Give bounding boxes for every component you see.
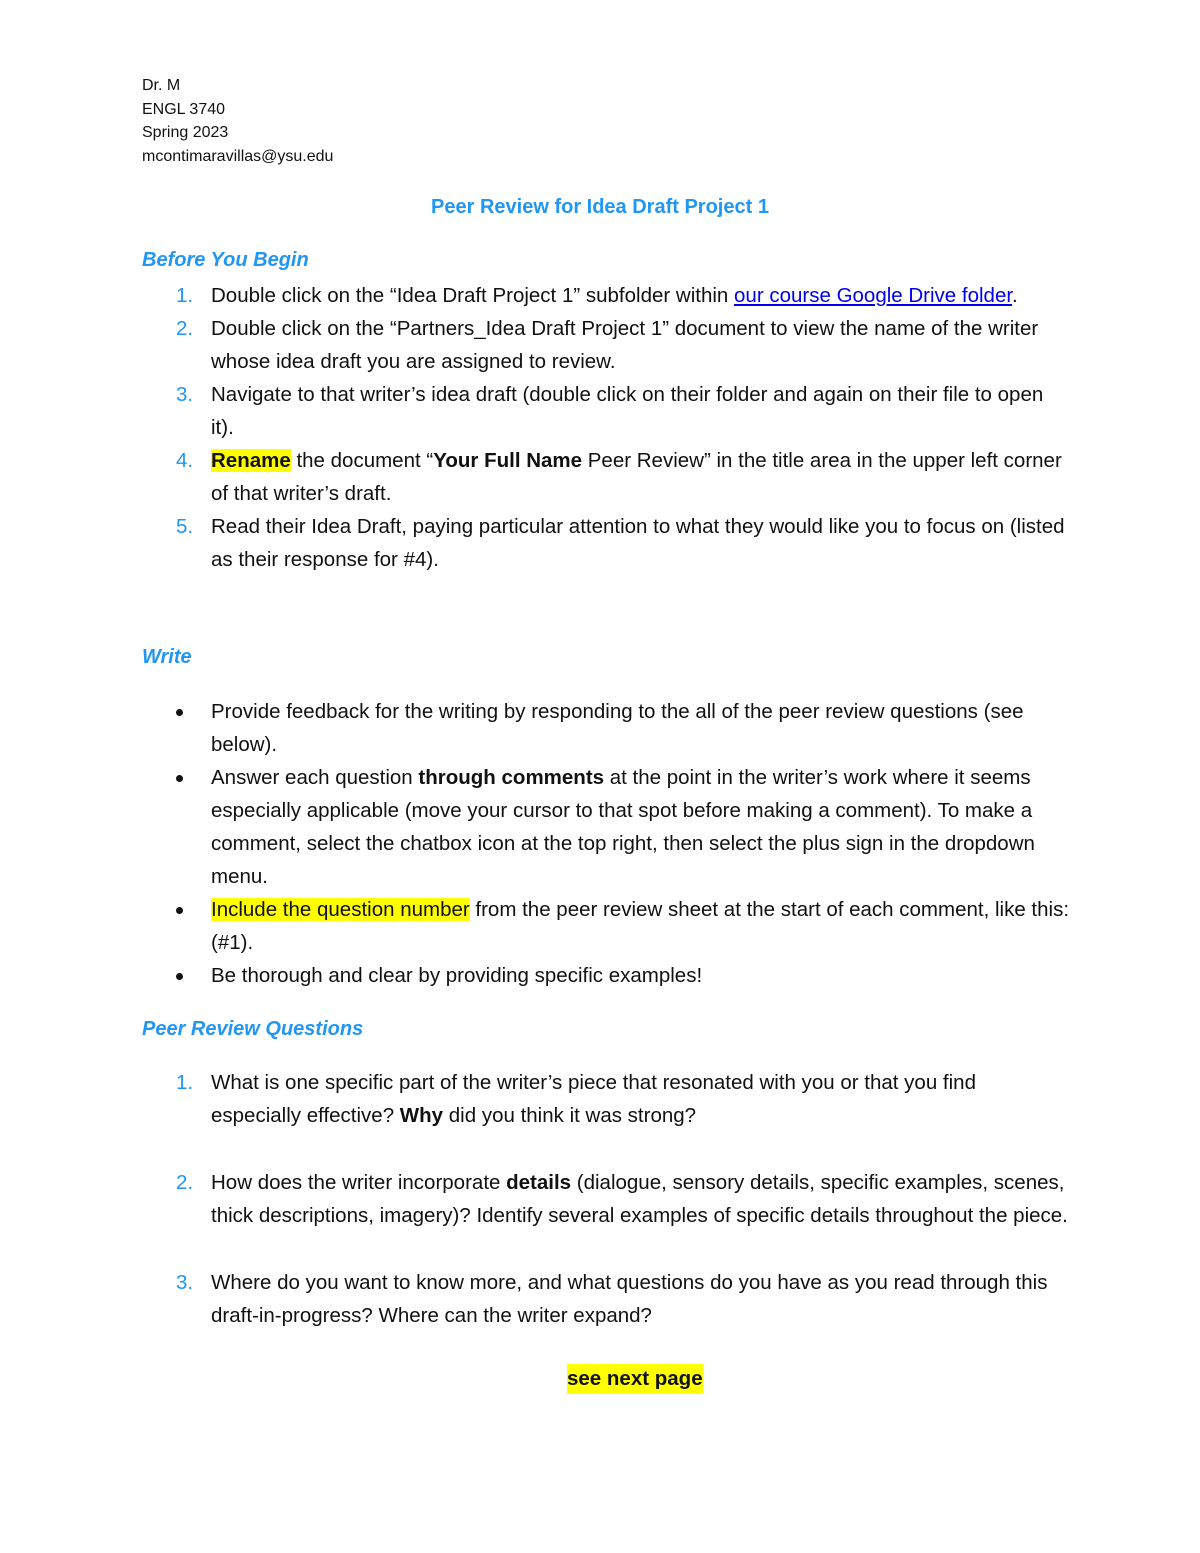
bullet-icon [176,775,183,782]
term: Spring 2023 [142,124,229,141]
bullet-icon [176,973,183,980]
highlighted-text: Include the question number [211,898,470,921]
item-text: Where do you want to know more, and what questions do you have as you read through this draft-in-progress? Where can the writer expand? [211,1271,1048,1327]
item-text: Navigate to that writer’s idea draft (double click on their folder and again on their file to open it). [211,383,1044,439]
item-text: How does the writer incorporate [211,1171,507,1194]
item-number: 2. [176,1171,194,1194]
item-number: 5. [176,515,194,538]
bold-text: Why [399,1104,444,1127]
item-text: did you think it was strong? [443,1104,697,1127]
before-you-begin-list [0,279,1200,576]
bold-text: details [506,1171,572,1194]
list-item [0,695,1071,761]
item-number: 4. [176,449,194,472]
item-text: Double click on the “Idea Draft Project 1” subfolder within [211,284,735,307]
item-text: (dialogue, sensory details, specific examples, scenes, thick descriptions, imagery)? Identify several examples of specific details throughout the piece. [211,1171,1068,1227]
item-number: 3. [176,1271,194,1294]
instructor-name: Dr. M [142,77,181,94]
list-item [0,893,1071,959]
peer-review-questions-list [0,1066,1200,1332]
item-text: Double click on the “Partners_Idea Draft Project 1” document to view the name of the writer whose idea draft you are assigned to review. [211,317,1039,373]
list-item [0,378,1071,444]
list-item [0,959,1071,992]
list-item [0,1266,1071,1332]
item-text: the document “ [290,449,434,472]
instructor-email: mcontimaravillas@ysu.edu [142,147,334,165]
item-text: Read their Idea Draft, paying particular attention to what they would like you to focus on (listed as their response for #4). [211,515,1065,571]
list-item [0,444,1071,510]
highlighted-text: Rename [211,449,291,472]
bullet-icon [176,907,183,914]
list-item [0,1066,1071,1132]
document-header [142,74,333,168]
section-heading-before-you-begin: Before You Begin [142,249,309,271]
section-heading-write: Write [142,646,192,668]
bold-text: Your Full Name [433,449,583,472]
item-text: Answer each question [211,766,419,789]
item-text: What is one specific part of the writer’s piece that resonated with you or that you find especially effective? [211,1071,976,1127]
section-heading-peer-review-questions: Peer Review Questions [142,1018,364,1040]
item-number: 2. [176,317,194,340]
list-item [0,761,1071,893]
list-item [0,510,1071,576]
bold-text: through comments [418,766,605,789]
item-text: Peer Review” in the title area in the upper left corner of that writer’s draft. [211,449,1062,505]
item-text: from the peer review sheet at the start of each comment, like this: (#1). [211,898,1070,954]
write-list [0,695,1200,992]
google-drive-folder-link[interactable]: our course Google Drive folder [734,284,1013,307]
bullet-icon [176,709,183,716]
item-text: Provide feedback for the writing by responding to the all of the peer review questions (see below). [211,700,1024,756]
list-item [0,279,1071,312]
item-number: 1. [176,284,194,307]
see-next-page-note: see next page [567,1364,703,1394]
item-number: 1. [176,1071,194,1094]
item-text: . [1012,284,1018,307]
document-title: Peer Review for Idea Draft Project 1 [431,196,769,218]
course-code: ENGL 3740 [142,100,226,118]
list-item [0,312,1071,378]
item-text: at the point in the writer’s work where it seems especially applicable (move your cursor to that spot before making a comment). To make a comment, select the chatbox icon at the top right, then select the plus sign in the dropdown menu. [211,766,1035,888]
item-text: Be thorough and clear by providing specific examples! [211,964,703,987]
item-number: 3. [176,383,194,406]
list-item [0,1166,1071,1232]
